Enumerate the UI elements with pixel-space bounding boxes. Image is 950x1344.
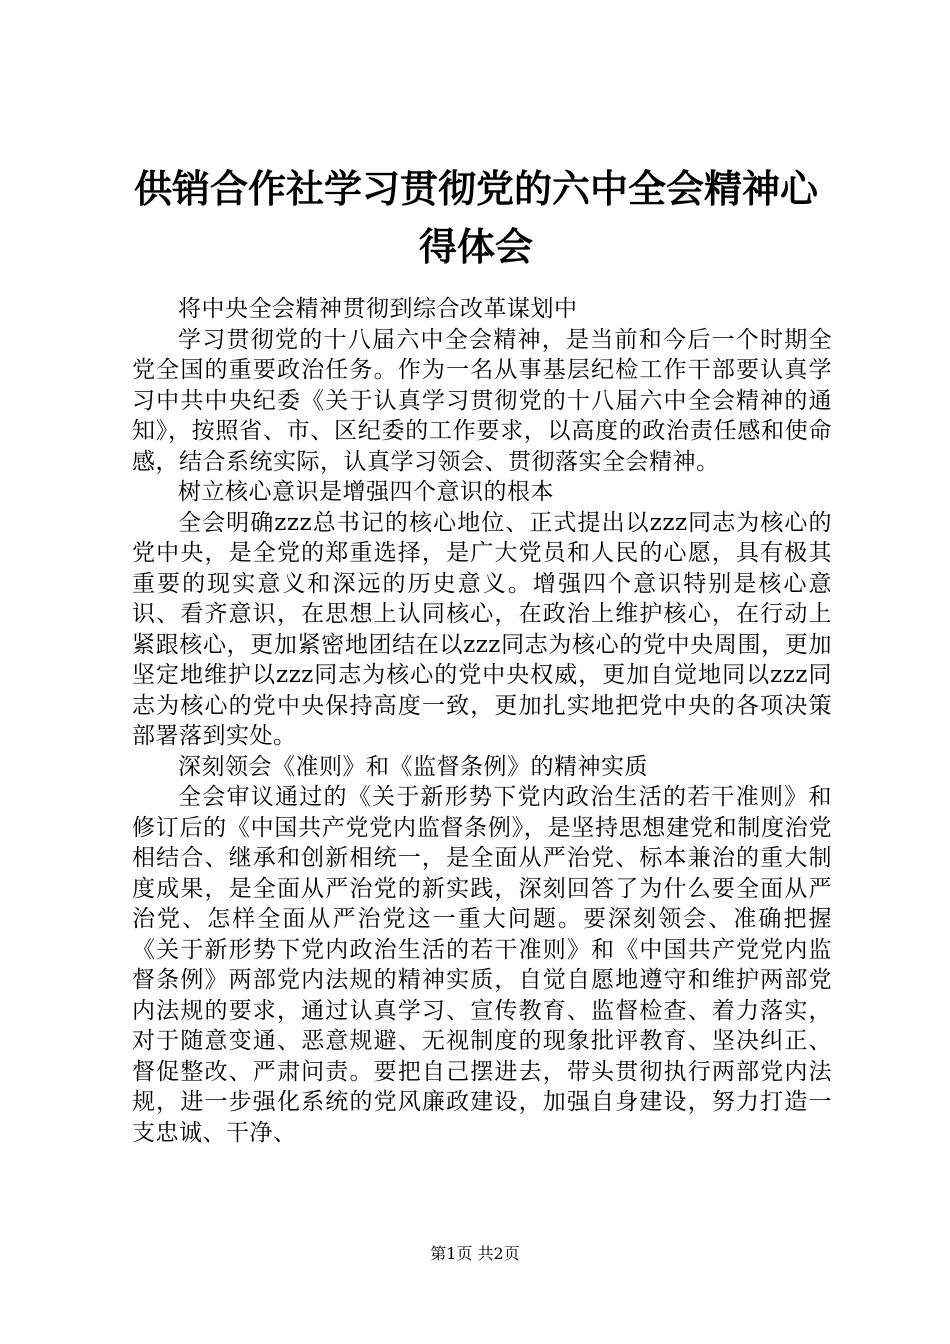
- paragraph-3: 全会审议通过的《关于新形势下党内政治生活的若干准则》和修订后的《中国共产党党内监督条例》，是坚持思想建党和制度治党相结合、继承和创新相统一，是全面从严治党、标本兼治的重大制度成果，是全面从严治党的新实践，深刻回答了为什么要全面从严治党、怎样全面从严治党这一重大问题。要深刻领会、准确把握《关于新形势下党内政治生活的若干准则》和《中国共产党党内监督条例》两部党内法规的精神实质，自觉自愿地遵守和维护两部党内法规的要求，通过认真学习、宣传教育、监督检查、着力落实，对于随意变通、恶意规避、无视制度的现象批评教育、坚决纠正、督促整改、严肃问责。要把自己摆进去，带头贯彻执行两部党内法规，进一步强化系统的党风廉政建设，加强自身建设，努力打造一支忠诚、干净、: [132, 784, 832, 1146]
- document-title: 供销合作社学习贯彻党的六中全会精神心得体会: [133, 166, 818, 269]
- section-heading-1: 将中央全会精神贯彻到综合改革谋划中: [178, 296, 578, 322]
- section-heading-2: 树立核心意识是增强四个意识的根本: [178, 479, 554, 505]
- page-footer: 第1页 共2页: [430, 1244, 520, 1263]
- document-body: [132, 294, 832, 1148]
- section-heading-3: 深刻领会《准则》和《监督条例》的精神实质: [178, 753, 648, 780]
- paragraph-1: 学习贯彻党的十八届六中全会精神，是当前和今后一个时期全党全国的重要政治任务。作为一名从事基层纪检工作干部要认真学习中共中央纪委《关于认真学习贯彻党的十八届六中全会精神的通知》，按照省、市、区纪委的工作要求，以高度的政治责任感和使命感，结合系统实际，认真学习领会、贯彻落实全会精神。: [132, 326, 832, 475]
- paragraph-2: 全会明确zzz总书记的核心地位、正式提出以zzz同志为核心的党中央，是全党的郑重选择，是广大党员和人民的心愿，具有极其重要的现实意义和深远的历史意义。增强四个意识特别是核心意识、看齐意识，在思想上认同核心，在政治上维护核心，在行动上紧跟核心，更加紧密地团结在以zzz同志为核心的党中央周围，更加坚定地维护以zzz同志为核心的党中央权威，更加自觉地同以zzz同志为核心的党中央保持高度一致，更加扎实地把党中央的各项决策部署落到实处。: [132, 509, 832, 749]
